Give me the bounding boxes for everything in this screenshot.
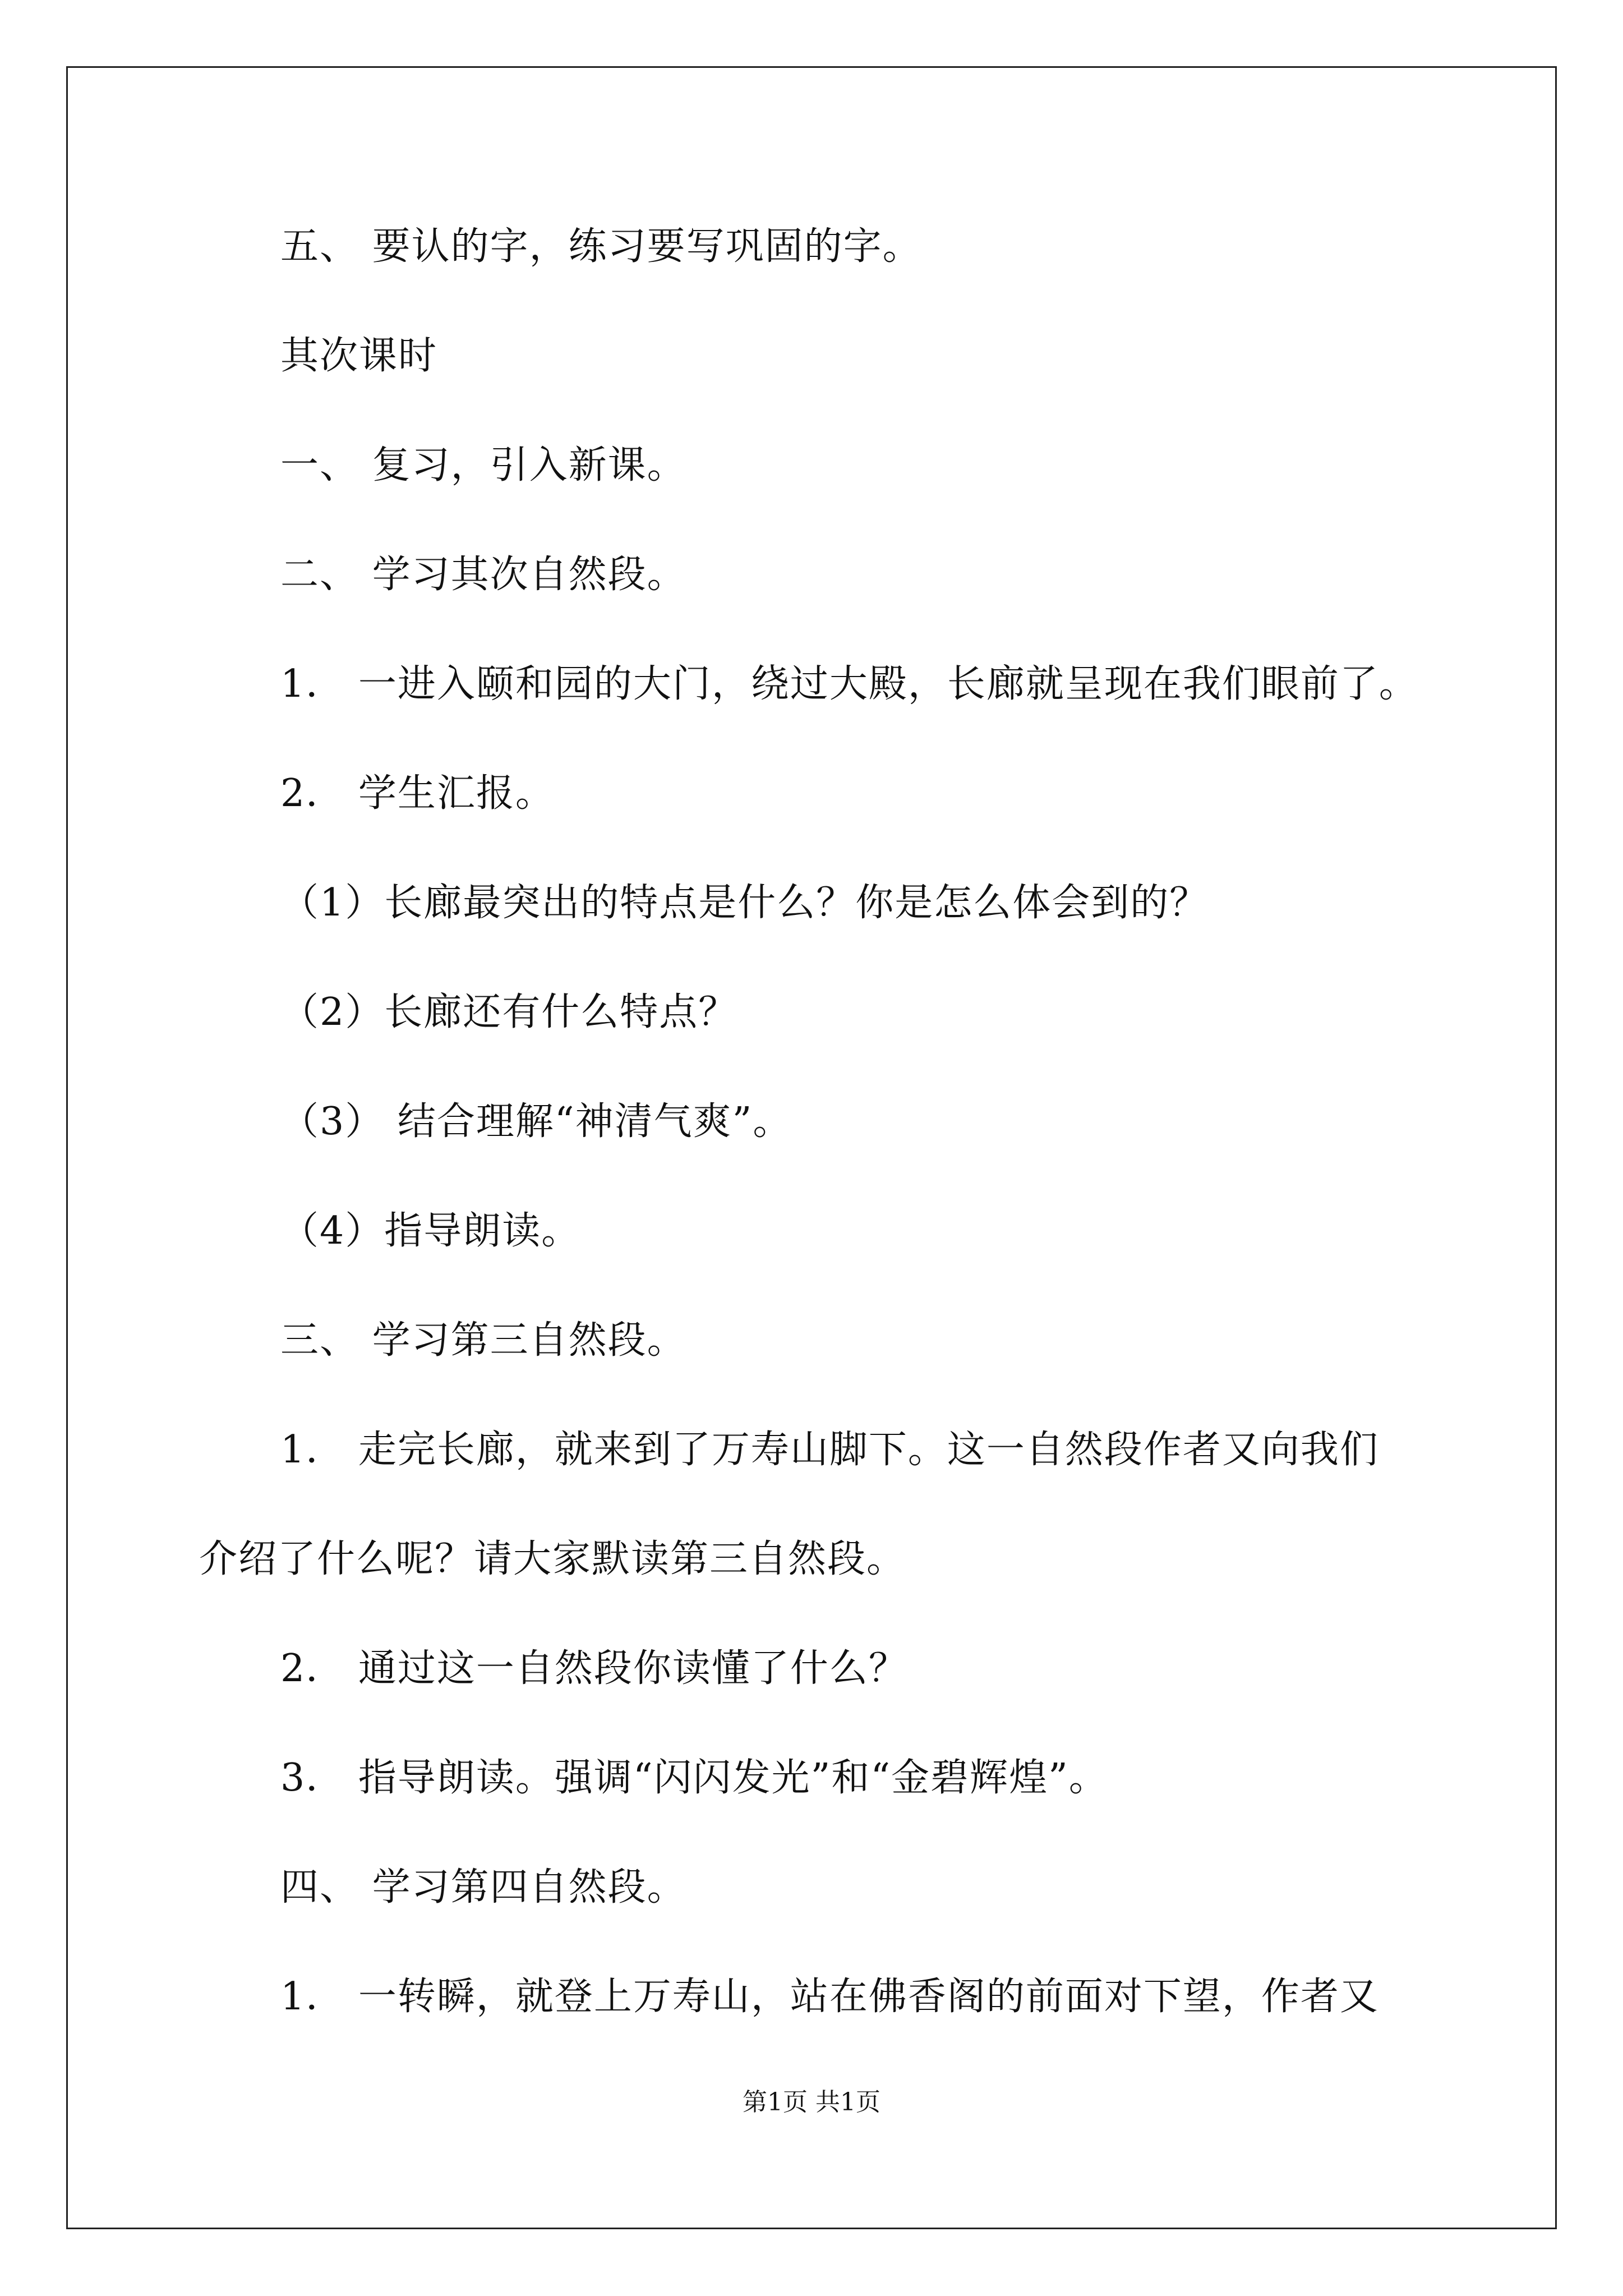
text-line: 介绍了什么呢？请大家默读第三自然段。 (199, 1537, 906, 1581)
text-line: 一、 复习，引入新课。 (280, 443, 686, 487)
text-line: （1）长廊最突出的特点是什么？你是怎么体会到的？ (280, 881, 1209, 925)
text-line: 四、 学习第四自然段。 (280, 1865, 686, 1910)
text-line: （3） 结合理解“神清气爽”。 (280, 1099, 792, 1144)
text-line: （4）指导朗读。 (280, 1209, 581, 1253)
text-line: 1． 一转瞬，就登上万寿山，站在佛香阁的前面对下望，作者又 (280, 1975, 1379, 2019)
page-footer: 第1页 共1页 (743, 2088, 880, 2116)
text-line: 二、 学习其次自然段。 (280, 553, 686, 597)
text-line: 2． 学生汇报。 (280, 771, 555, 816)
text-line: （2）长廊还有什么特点？ (280, 990, 738, 1034)
text-line: 3． 指导朗读。强调“闪闪发光”和“金碧辉煌”。 (280, 1756, 1108, 1800)
text-line: 1． 走完长廊，就来到了万寿山脚下。这一自然段作者又向我们 (280, 1428, 1379, 1472)
text-line: 2． 通过这一自然段你读懂了什么？ (280, 1646, 908, 1691)
text-line: 三、 学习第三自然段。 (280, 1318, 686, 1363)
text-line: 其次课时 (280, 334, 438, 378)
text-line: 五、 要认的字，练习要写巩固的字。 (280, 224, 922, 269)
text-line: 1． 一进入颐和园的大门，绕过大殿，长廊就呈现在我们眼前了。 (280, 662, 1418, 706)
